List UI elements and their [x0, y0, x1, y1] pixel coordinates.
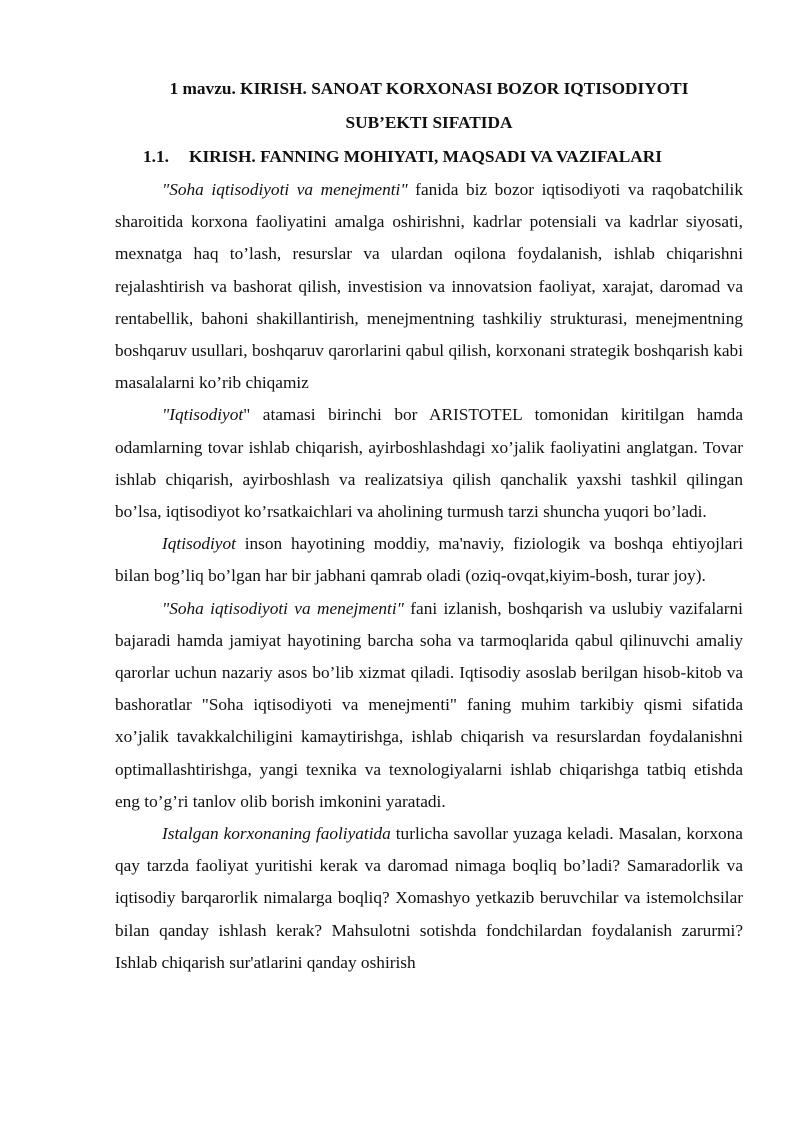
section-title: KIRISH. FANNING MOHIYATI, MAQSADI VA VAZIFALARI [189, 147, 662, 166]
paragraph-lead: "Iqtisodiyot [162, 405, 244, 425]
paragraph-lead: Iqtisodiyot [162, 534, 236, 554]
paragraph-1 [115, 174, 743, 399]
paragraph-text: fani izlanish, boshqarish va uslubiy vazifalarni bajaradi hamda jamiyat hayotining barcha soha va tarmoqlarida qabul qilinuvchi amaliy qarorlar uchun nazariy asos bo’lib xizmat qiladi. Iqtisodiy asoslab berilgan hisob-kitob va bashoratlar "Soha iqtisodiyoti va menejmenti" faning muhim tarkibiy qismi sifatida xo’jalik tavakkalchiligini kamaytirishga, ishlab chiqarish va resurslardan foydalanishni optimallashtirishga, yangi texnika va texnologiyalarni ishlab chiqarishga tatbiq etishda eng to’g’ri tanlov olib borish imkonini yaratadi. [115, 598, 743, 811]
document-title-line-2: SUB’EKTI SIFATIDA [345, 113, 513, 132]
paragraph-2 [115, 399, 743, 528]
paragraph-lead: Istalgan korxonaning faoliyatida [162, 824, 391, 844]
paragraph-text: fanida biz bozor iqtisodiyoti va raqobatchilik sharoitida korxona faoliyatini amalga oshirishni, kadrlar potensiali va kadrlar siyosati, mexnatga haq to’lash, resurslar va ulardan oqilona foydalanish, ishlab chiqarishni rejalashtirish va bashorat qilish, investision va innovatsion faoliyat, xarajat, daromad va rentabellik, bahoni shakillantirish, menejmentning tashkiliy strukturasi, menejmentning boshqaruv usullari, boshqaruv qarorlarini qabul qilish, korxonani strategik boshqarish kabi masalalarni ko’rib chiqamiz [115, 180, 743, 393]
document-title-line-1: 1 mavzu. KIRISH. SANOAT KORXONASI BOZOR IQTISODIYOTI [169, 79, 689, 98]
document-page [115, 70, 743, 979]
paragraph-text: turlicha savollar yuzaga keladi. Masalan, korxona qay tarzda faoliyat yuritishi kerak va daromad nimaga boqliq bo’ladi? Samaradorlik va iqtisodiy barqarorlik nimalarga boqliq? Xomashyo yetkazib beruvchilar va istemolchsilar bilan qanday ishlash kerak? Mahsulotni sotishda fondchilardan foydalanish zarurmi? Ishlab chiqarish sur'atlarini qanday oshirish [115, 824, 743, 972]
paragraph-4 [115, 593, 743, 818]
paragraph-lead: "Soha iqtisodiyoti va menejmenti" [162, 180, 408, 199]
paragraph-5 [115, 818, 743, 979]
paragraph-text: " atamasi birinchi bor ARISTOTEL tomonidan kiritilgan hamda odamlarning tovar ishlab chiqarish, ayirboshlashdagi xo’jalik faoliyatini anglatgan. Tovar ishlab chiqarish, ayirboshlash va realizatsiya qilish qanchalik yaxshi tashkil qilingan bo’lsa, iqtisodiyot ko’rsatkaichlari va aholining turmush tarzi shuncha yuqori bo’ladi. [115, 405, 743, 522]
paragraph-3 [115, 528, 743, 592]
paragraph-lead: "Soha iqtisodiyoti va menejmenti" [162, 598, 404, 618]
section-heading [115, 140, 743, 174]
section-number: 1.1. [143, 147, 169, 166]
paragraph-text: inson hayotining moddiy, ma'naviy, fiziologik va boshqa ehtiyojlari bilan bog’liq bo’lgan har bir jabhani qamrab oladi (oziq-ovqat,kiyim-bosh, turar joy). [115, 534, 743, 586]
